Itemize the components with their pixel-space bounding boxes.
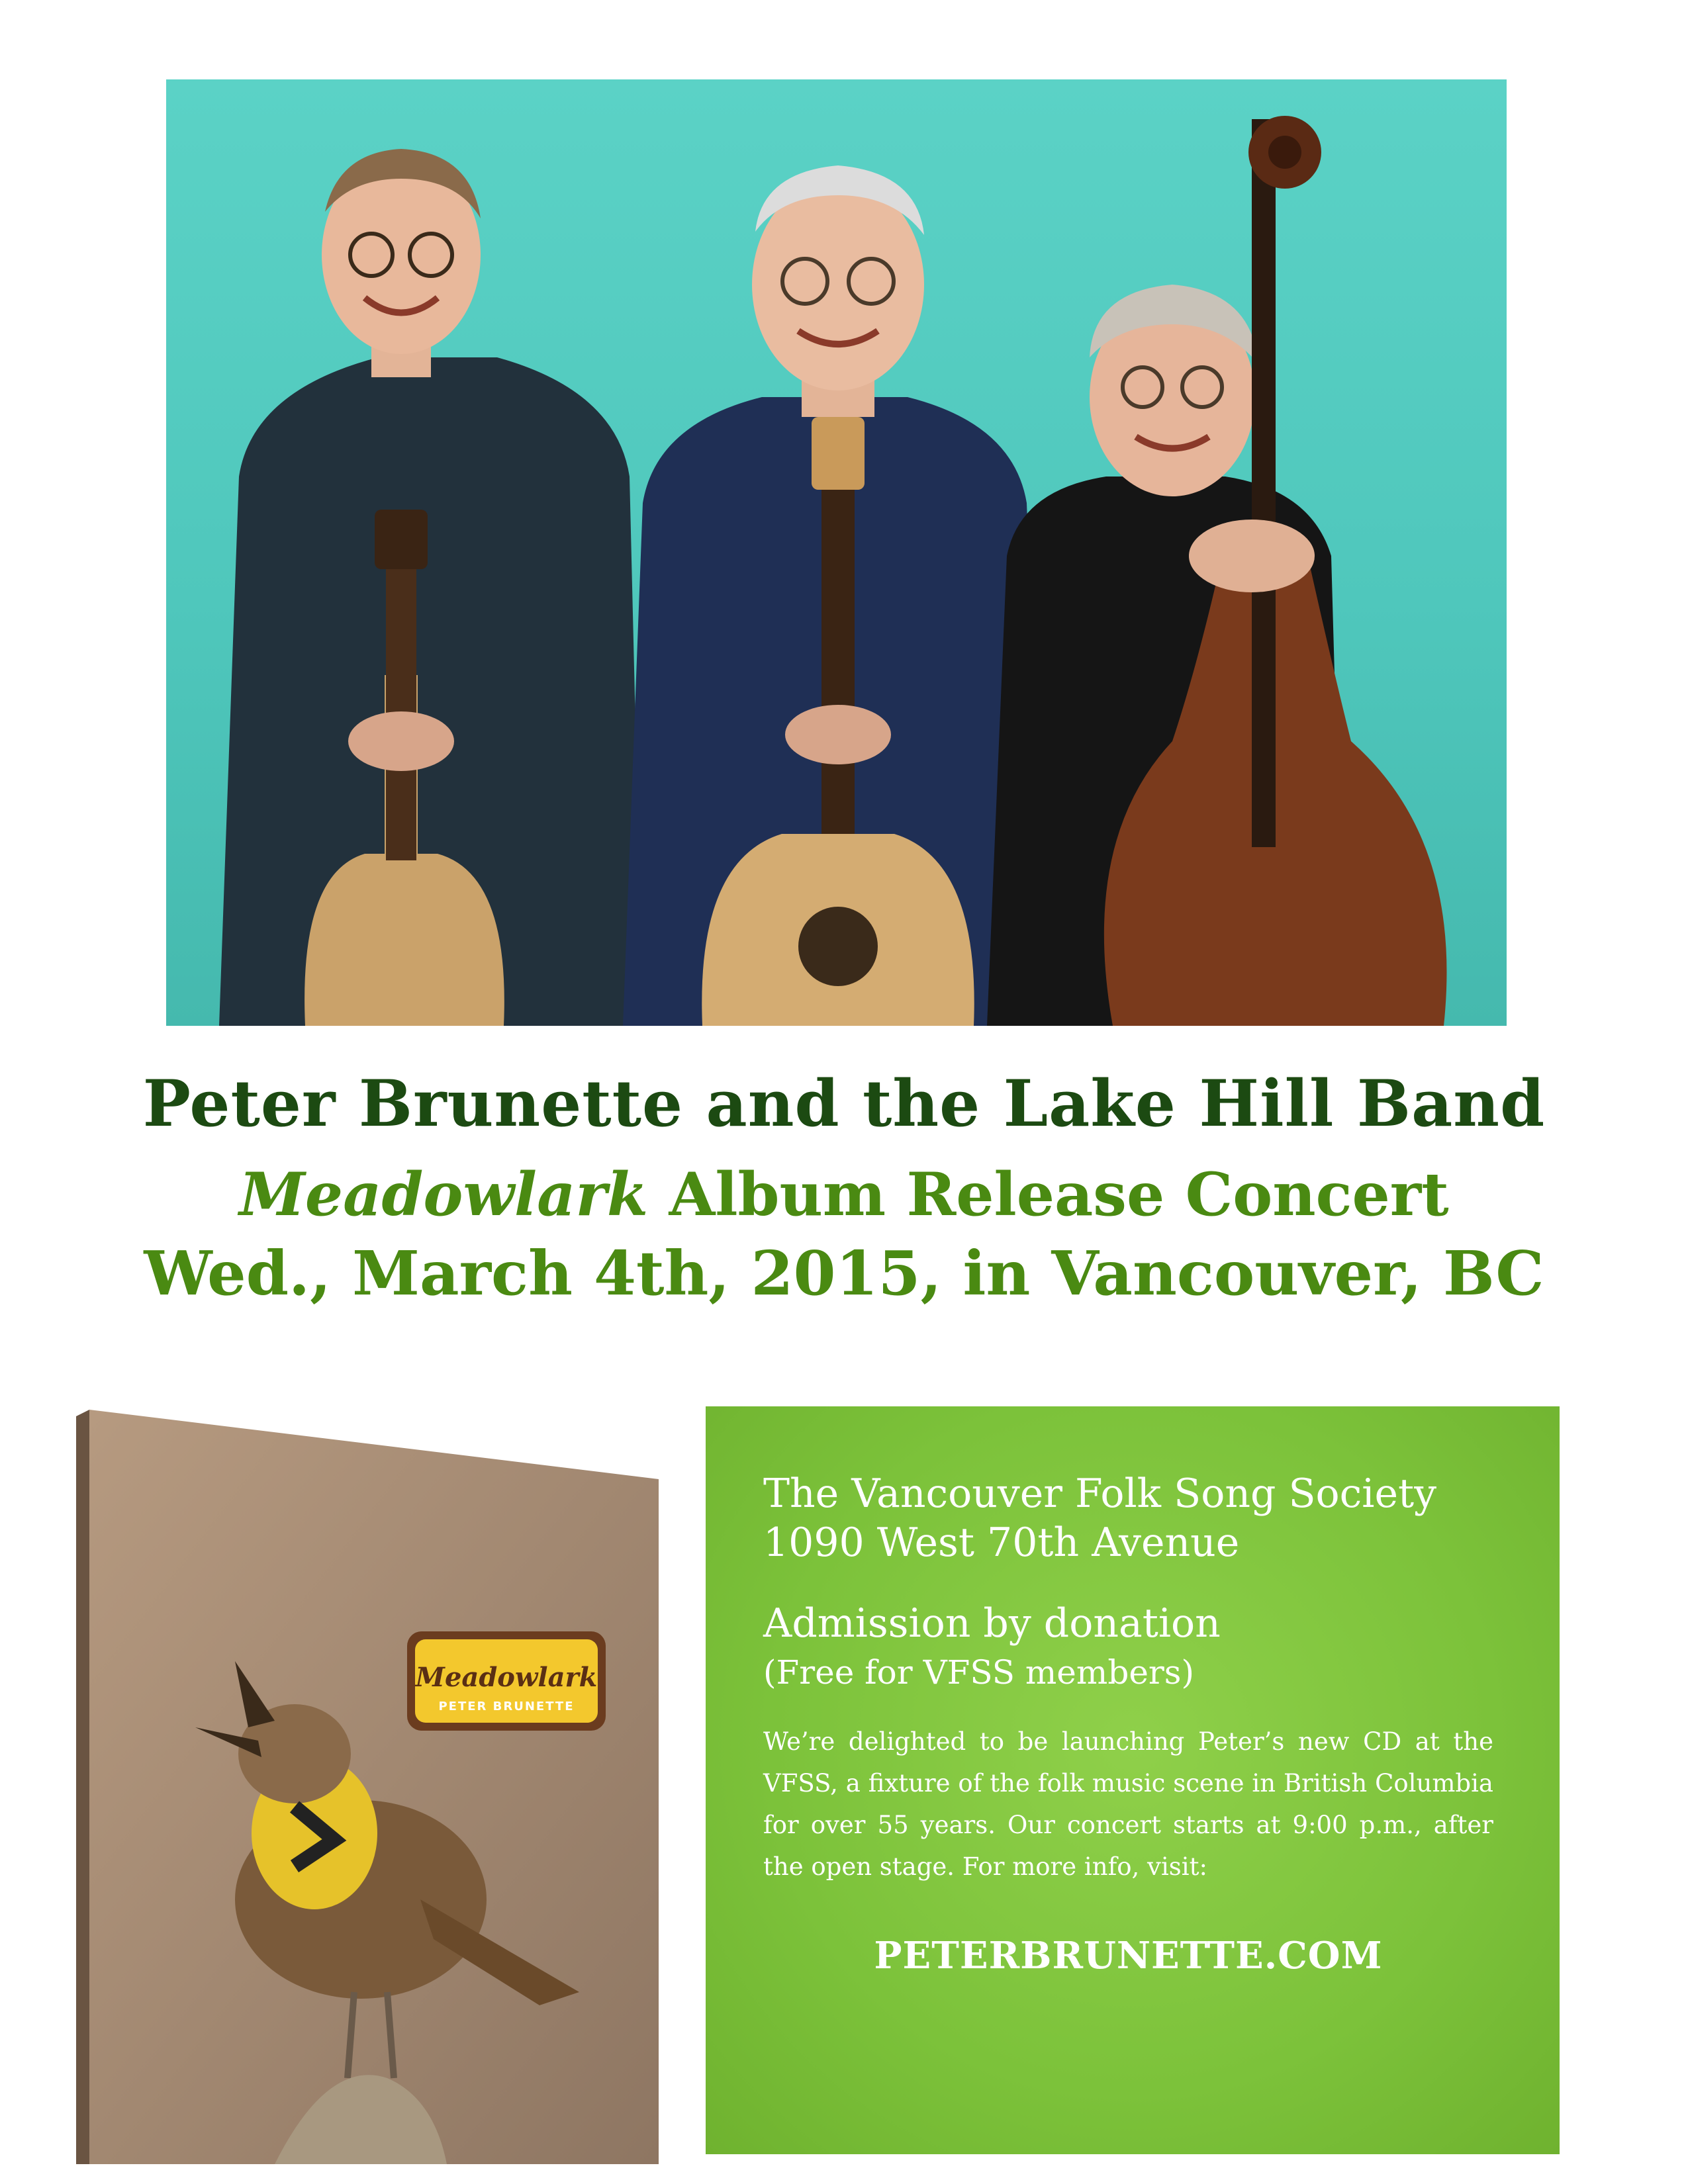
band-photo bbox=[166, 79, 1507, 1026]
event-description: We’re delighted to be launching Peter’s new CD at the VFSS, a fixture of the folk music scene in British Columbia for over 55 years. Our concert starts at 9:00 p.m., after the open stage. For more info, visit: bbox=[763, 1727, 1493, 1881]
event-date-place: Wed., March 4th, 2015, in Vancouver, BC bbox=[144, 1238, 1544, 1309]
album-title-italic: Meadowlark bbox=[239, 1160, 649, 1230]
musician-left bbox=[219, 149, 643, 1026]
cd-case bbox=[89, 1410, 659, 2164]
admission: Admission by donation bbox=[763, 1600, 1221, 1647]
venue-name: The Vancouver Folk Song Society bbox=[763, 1471, 1436, 1517]
event-info-panel bbox=[706, 1406, 1560, 2154]
website-link[interactable]: PETERBRUNETTE.COM bbox=[874, 1934, 1383, 1978]
album-release-line bbox=[0, 1160, 1688, 1230]
album-cover bbox=[76, 1410, 672, 2164]
headline-block bbox=[0, 1066, 1688, 1309]
admission-note: (Free for VFSS members) bbox=[763, 1653, 1194, 1692]
album-release-text: Album Release Concert bbox=[648, 1160, 1449, 1230]
musician-right bbox=[987, 116, 1447, 1026]
album-label-badge bbox=[407, 1631, 606, 1731]
band-photo-icon bbox=[166, 79, 1507, 1026]
cover-album-title: Meadowlark bbox=[415, 1662, 598, 1693]
spacer bbox=[763, 1567, 1493, 1599]
band-name: Peter Brunette and the Lake Hill Band bbox=[142, 1066, 1546, 1141]
musician-middle bbox=[623, 165, 1047, 1026]
cover-artist: PETER BRUNETTE bbox=[438, 1700, 575, 1713]
venue-address: 1090 West 70th Avenue bbox=[763, 1520, 1240, 1566]
